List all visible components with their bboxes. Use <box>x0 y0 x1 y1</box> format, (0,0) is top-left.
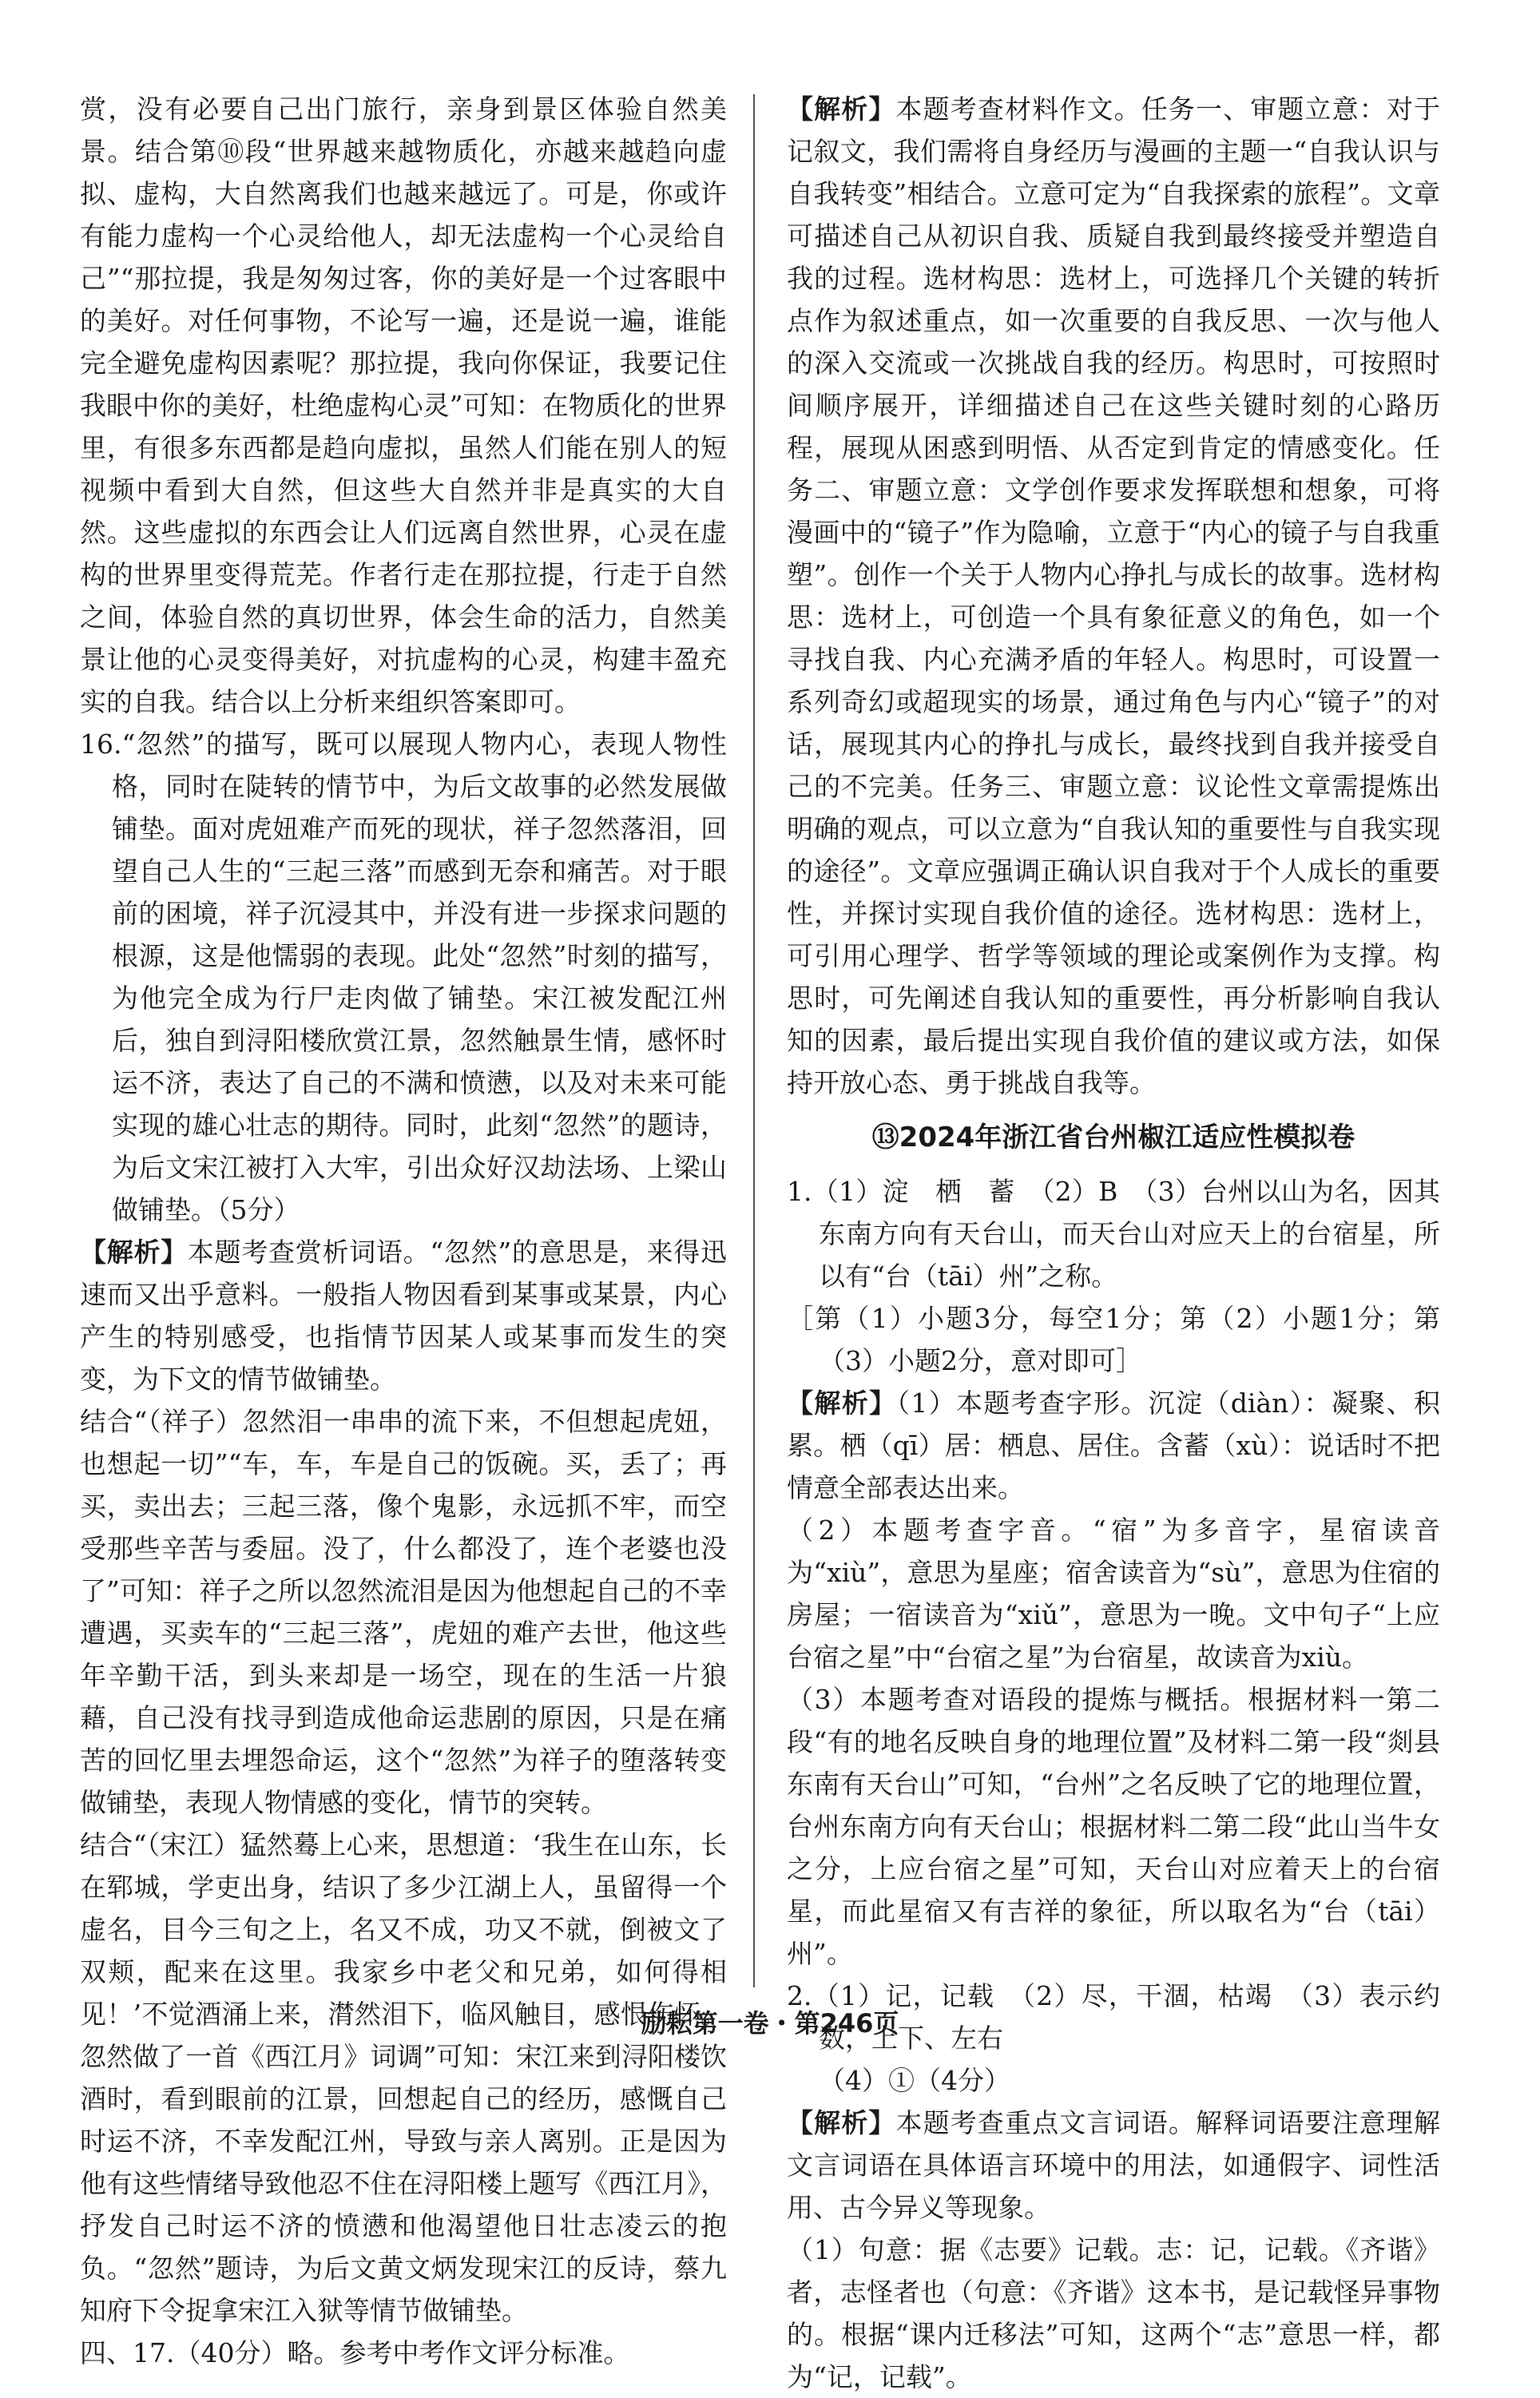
question-16-answer: 16.“忽然”的描写，既可以展现人物内心，表现人物性格，同时在陡转的情节中，为后文故事的必然发展做铺垫。面对虎妞难产而死的现状，祥子忽然落泪，回望自己人生的“三起三落”而感到无奈和痛苦。对于眼前的困境，祥子沉浸其中，并没有进一步探求问题的根源，这是他懦弱的表现。此处“忽然”时刻的描写，为他完全成为行尸走肉做了铺垫。宋江被发配江州后，独自到浔阳楼欣赏江景，忽然触景生情，感怀时运不济，表达了自己的不满和愤懑，以及对未来可能实现的雄心壮志的期待。同时，此刻“忽然”的题诗，为后文宋江被打入大牢，引出众好汉劫法场、上梁山做铺垫。（5分） <box>80 729 727 1225</box>
section-title: ⑬2024年浙江省台州椒江适应性模拟卷 <box>871 1122 1355 1153</box>
right-column <box>787 88 1440 2398</box>
analysis-essay-text: 本题考查材料作文。任务一、审题立意：对于记叙文，我们需将自身经历与漫画的主题一“自我认识与自我转变”相结合。立意可定为“自我探索的旅程”。文章可描述自己从初识自我、质疑自我到最终接受并塑造自我的过程。选材构思：选材上，可选择几个关键的转折点作为叙述重点，如一次重要的自我反思、一次与他人的深入交流或一次挑战自我的经历。构思时，可按照时间顺序展开，详细描述自己在这些关键时刻的心路历程，展现从困惑到明悟、从否定到肯定的情感变化。任务二、审题立意：文学创作要求发挥联想和想象，可将漫画中的“镜子”作为隐喻，立意于“内心的镜子与自我重塑”。创作一个关于人物内心挣扎与成长的故事。选材构思：选材上，可创造一个具有象征意义的角色，如一个寻找自我、内心充满矛盾的年轻人。构思时，可设置一系列奇幻或超现实的场景，通过角色与内心“镜子”的对话，展现其内心的挣扎与成长，最终找到自我并接受自己的不完美。任务三、审题立意：议论性文章需提炼出明确的观点，可以立意为“自我认知的重要性与自我实现的途径”。文章应强调正确认识自我对于个人成长的重要性，并探讨实现自我价值的途径。选材构思：选材上，可引用心理学、哲学等领域的理论或案例作为支撑。构思时，可先阐述自我认知的重要性，再分析影响自我认知的因素，最后提出实现自我价值的建议或方法，如保持开放心态、勇于挑战自我等。 <box>787 93 1441 1098</box>
column-divider <box>753 94 755 1987</box>
analysis-tag: 【解析】 <box>80 1237 188 1268</box>
analysis-essay <box>787 88 1440 1104</box>
left-paragraph-3: 结合“（宋江）猛然蓦上心来，思想道：‘我生在山东，长在郓城，学吏出身，结识了多少江湖上人，虽留得一个虚名，目今三旬之上，名又不成，功又不就，倒被文了双颊，配来在这里。我家乡中老父和兄弟，如何得相见！’不觉酒涌上来，潸然泪下，临风触目，感恨伤怀。忽然做了一首《西江月》词调”可知：宋江来到浔阳楼饮酒时，看到眼前的江景，回想起自己的经历，感慨自己时运不济，不幸发配江州，导致与亲人离别。正是因为他有这些情绪导致他忍不住在浔阳楼上题写《西江月》，抒发自己时运不济的愤懑和他渴望他日壮志凌云的抱负。“忽然”题诗，为后文黄文炳发现宋江的反诗，蔡九知府下令捉拿宋江入狱等情节做铺垫。 <box>80 1829 727 2326</box>
question-2-answer: 2.（1）记，记载 （2）尽，干涸，枯竭 （3）表示约数，上下、左右 <box>787 1980 1440 2054</box>
analysis-tag: 【解析】 <box>787 93 896 125</box>
analysis-16-text: 本题考查赏析词语。“忽然”的意思是，来得迅速而又出乎意料。一般指人物因看到某事或某景，内心产生的特别感受，也指情节因某人或某事而发生的突变，为下文的情节做铺垫。 <box>80 1237 727 1395</box>
analysis-tag: 【解析】 <box>787 1388 897 1419</box>
question-17-answer: 四、17.（40分）略。参考中考作文评分标准。 <box>80 2337 630 2368</box>
analysis-2-text: 本题考查重点文言词语。解释词语要注意理解文言词语在具体语言环境中的用法，如通假字、词性活用、古今异义等现象。 <box>787 2107 1441 2223</box>
left-paragraph-2: 结合“（祥子）忽然泪一串串的流下来，不但想起虎妞，也想起一切”“车，车，车是自己的饭碗。买，丢了；再买，卖出去；三起三落，像个鬼影，永远抓不牢，而空受那些辛苦与委屈。没了，什么都没了，连个老婆也没了”可知：祥子之所以忽然流泪是因为他想起自己的不幸遭遇，买卖车的“三起三落”，虎妞的难产去世，他这些年辛勤干活，到头来却是一场空，现在的生活一片狼藉，自己没有找寻到造成他命运悲剧的原因，只是在痛苦的回忆里去埋怨命运，这个“忽然”为祥子的堕落转变做铺垫，表现人物情感的变化，情节的突转。 <box>80 1406 727 1818</box>
analysis-1-part2: （2）本题考查字音。“宿”为多音字，星宿读音为“xiù”，意思为星座；宿舍读音为“sù”，意思为住宿的房屋；一宿读音为“xiǔ”，意思为一晚。文中句子“上应台宿之星”中“台宿之星”为台宿星，故读音为xiù。 <box>787 1515 1440 1673</box>
analysis-2 <box>787 2102 1440 2229</box>
page-footer: 励耘第一卷・第246页 <box>641 2008 899 2039</box>
analysis-1 <box>787 1382 1440 1509</box>
analysis-1-part3: （3）本题考查对语段的提炼与概括。根据材料一第二段“有的地名反映自身的地理位置”及材料二第一段“剡县东南有天台山”可知，“台州”之名反映了它的地理位置，台州东南方向有天台山；根据材料二第二段“此山当牛女之分，上应台宿之星”可知，天台山对应着天上的台宿星，而此星宿又有吉祥的象征，所以取名为“台（tāi）州”。 <box>787 1684 1440 1969</box>
analysis-2-part1: （1）句意：据《志要》记载。志：记，记载。《齐谐》者，志怪者也（句意：《齐谐》这本书，是记载怪异事物的。根据“课内迁移法”可知，这两个“志”意思一样，都为“记，记载”。 <box>787 2234 1440 2392</box>
question-1-score: ［第（1）小题3分，每空1分；第（2）小题1分；第（3）小题2分，意对即可］ <box>787 1303 1440 1376</box>
analysis-1-text: （1）本题考查字形。沉淀（diàn）：凝聚、积累。栖（qī）居：栖息、居住。含蓄（xù）：说话时不把情意全部表达出来。 <box>787 1388 1441 1503</box>
analysis-tag: 【解析】 <box>787 2107 896 2138</box>
analysis-16 <box>80 1231 727 1400</box>
question-1-answer: 1.（1）淀 栖 蓄 （2）B （3）台州以山为名，因其东南方向有天台山，而天台山对应天上的台宿星，所以有“台（tāi）州”之称。 <box>787 1176 1440 1292</box>
question-2-answer-b: （4）①（4分） <box>819 2065 1010 2096</box>
left-paragraph-1: 赏，没有必要自己出门旅行，亲身到景区体验自然美景。结合第⑩段“世界越来越物质化，亦越来越趋向虚拟、虚构，大自然离我们也越来越远了。可是，你或许有能力虚构一个心灵给他人，却无法虚构一个心灵给自己”“那拉提，我是匆匆过客，你的美好是一个过客眼中的美好。对任何事物，不论写一遍，还是说一遍，谁能完全避免虚构因素呢？那拉提，我向你保证，我要记住我眼中你的美好，杜绝虚构心灵”可知：在物质化的世界里，有很多东西都是趋向虚拟，虽然人们能在别人的短视频中看到大自然，但这些大自然并非是真实的大自然。这些虚拟的东西会让人们远离自然世界，心灵在虚构的世界里变得荒芜。作者行走在那拉提，行走于自然之间，体验自然的真切世界，体会生命的活力，自然美景让他的心灵变得美好，对抗虚构的心灵，构建丰盈充实的自我。结合以上分析来组织答案即可。 <box>80 93 727 717</box>
